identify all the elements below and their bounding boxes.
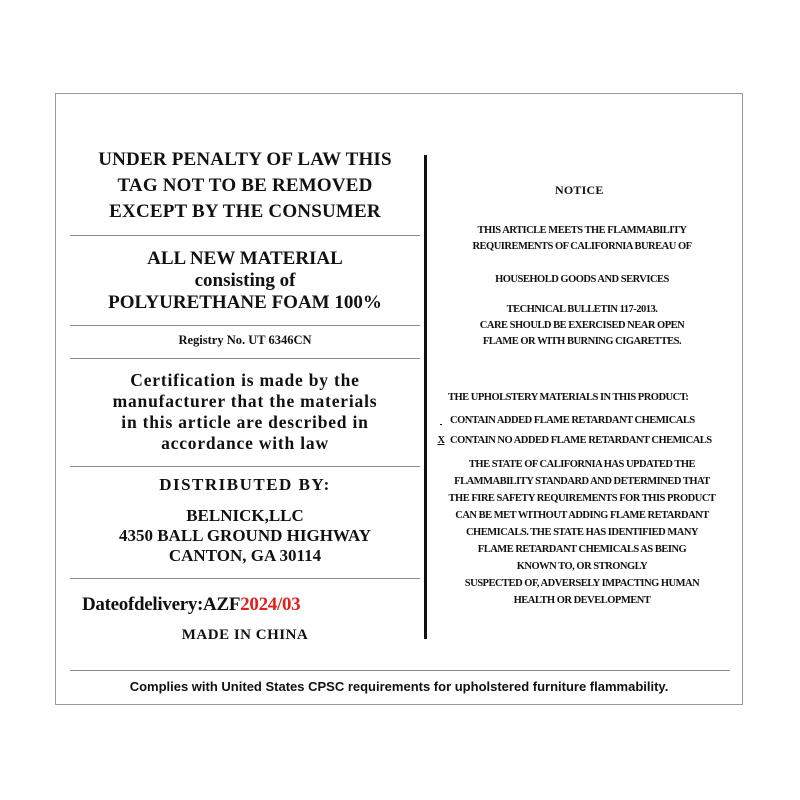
option-no-added-chemicals [436, 435, 712, 446]
certification-statement [70, 370, 420, 454]
address-line: 4350 BALL GROUND HIGHWAY [118, 526, 372, 545]
notice-line: THE STATE OF CALIFORNIA HAS UPDATED THE [468, 459, 696, 470]
penalty-line: TAG NOT TO BE REMOVED [117, 175, 373, 196]
delivery-date-value: 2024/03 [240, 594, 301, 615]
option-added-chemicals [436, 415, 695, 426]
notice-line: THIS ARTICLE MEETS THE FLAMMABILITY [477, 225, 687, 236]
material-line: consisting of [194, 270, 296, 291]
divider [70, 578, 420, 579]
notice-line: SUSPECTED OF, ADVERSELY IMPACTING HUMAN [464, 578, 700, 589]
notice-heading: NOTICE [555, 183, 604, 197]
option-label: CONTAIN NO ADDED FLAME RETARDANT CHEMICALS [450, 435, 712, 446]
penalty-line: UNDER PENALTY OF LAW THIS [98, 149, 392, 170]
address-line: BELNICK,LLC [186, 506, 304, 525]
cpsc-compliance-statement: Complies with United States CPSC requirements for upholstered furniture flammability. [129, 679, 669, 694]
materials-heading: THE UPHOLSTERY MATERIALS IN THIS PRODUCT: [448, 392, 689, 403]
delivery-label: Dateofdelivery:AZF [82, 594, 241, 615]
address-line: CANTON, GA 30114 [168, 546, 322, 565]
penalty-line: EXCEPT BY THE CONSUMER [109, 201, 381, 222]
notice-line: FLAMMABILITY STANDARD AND DETERMINED THAT [454, 476, 710, 487]
divider [70, 325, 420, 326]
notice-line: FLAME RETARDANT CHEMICALS AS BEING [477, 544, 687, 555]
notice-line: THE FIRE SAFETY REQUIREMENTS FOR THIS PRODUCT [448, 493, 716, 504]
notice-line: CAN BE MET WITHOUT ADDING FLAME RETARDANT [455, 510, 709, 521]
option-checkbox: X [437, 435, 445, 446]
distributor-address [70, 506, 420, 566]
california-statement [432, 456, 732, 609]
certification-line: Certification is made by the [130, 370, 360, 390]
distributed-by-heading: DISTRIBUTED BY: [159, 475, 331, 494]
option-label: CONTAIN ADDED FLAME RETARDANT CHEMICALS [450, 415, 695, 426]
material-line: ALL NEW MATERIAL [147, 248, 343, 269]
divider [70, 466, 420, 467]
notice-line: FLAME OR WITH BURNING CIGARETTES. [482, 336, 682, 347]
bureau-name: HOUSEHOLD GOODS AND SERVICES [495, 274, 669, 285]
notice-line: CHEMICALS. THE STATE HAS IDENTIFIED MANY [465, 527, 699, 538]
option-checkbox [436, 415, 446, 426]
notice-line: TECHNICAL BULLETIN 117-2013. [506, 304, 658, 315]
notice-line: CARE SHOULD BE EXERCISED NEAR OPEN [479, 320, 685, 331]
notice-line: HEALTH OR DEVELOPMENT [513, 595, 651, 606]
divider [70, 358, 420, 359]
footer-divider [70, 670, 730, 671]
divider [70, 235, 420, 236]
delivery-date [82, 594, 412, 616]
penalty-notice [70, 147, 420, 225]
country-of-origin: MADE IN CHINA [181, 627, 309, 643]
flammability-statement [432, 223, 732, 255]
material-content [70, 248, 420, 314]
notice-line: KNOWN TO, OR STRONGLY [516, 561, 648, 572]
notice-line: REQUIREMENTS OF CALIFORNIA BUREAU OF [472, 241, 692, 252]
technical-bulletin [432, 302, 732, 350]
material-line: POLYURETHANE FOAM 100% [108, 292, 382, 313]
certification-line: manufacturer that the materials [112, 391, 378, 411]
column-divider [424, 155, 427, 639]
registry-number: Registry No. UT 6346CN [178, 333, 312, 347]
certification-line: accordance with law [161, 433, 329, 453]
certification-line: in this article are described in [121, 412, 369, 432]
